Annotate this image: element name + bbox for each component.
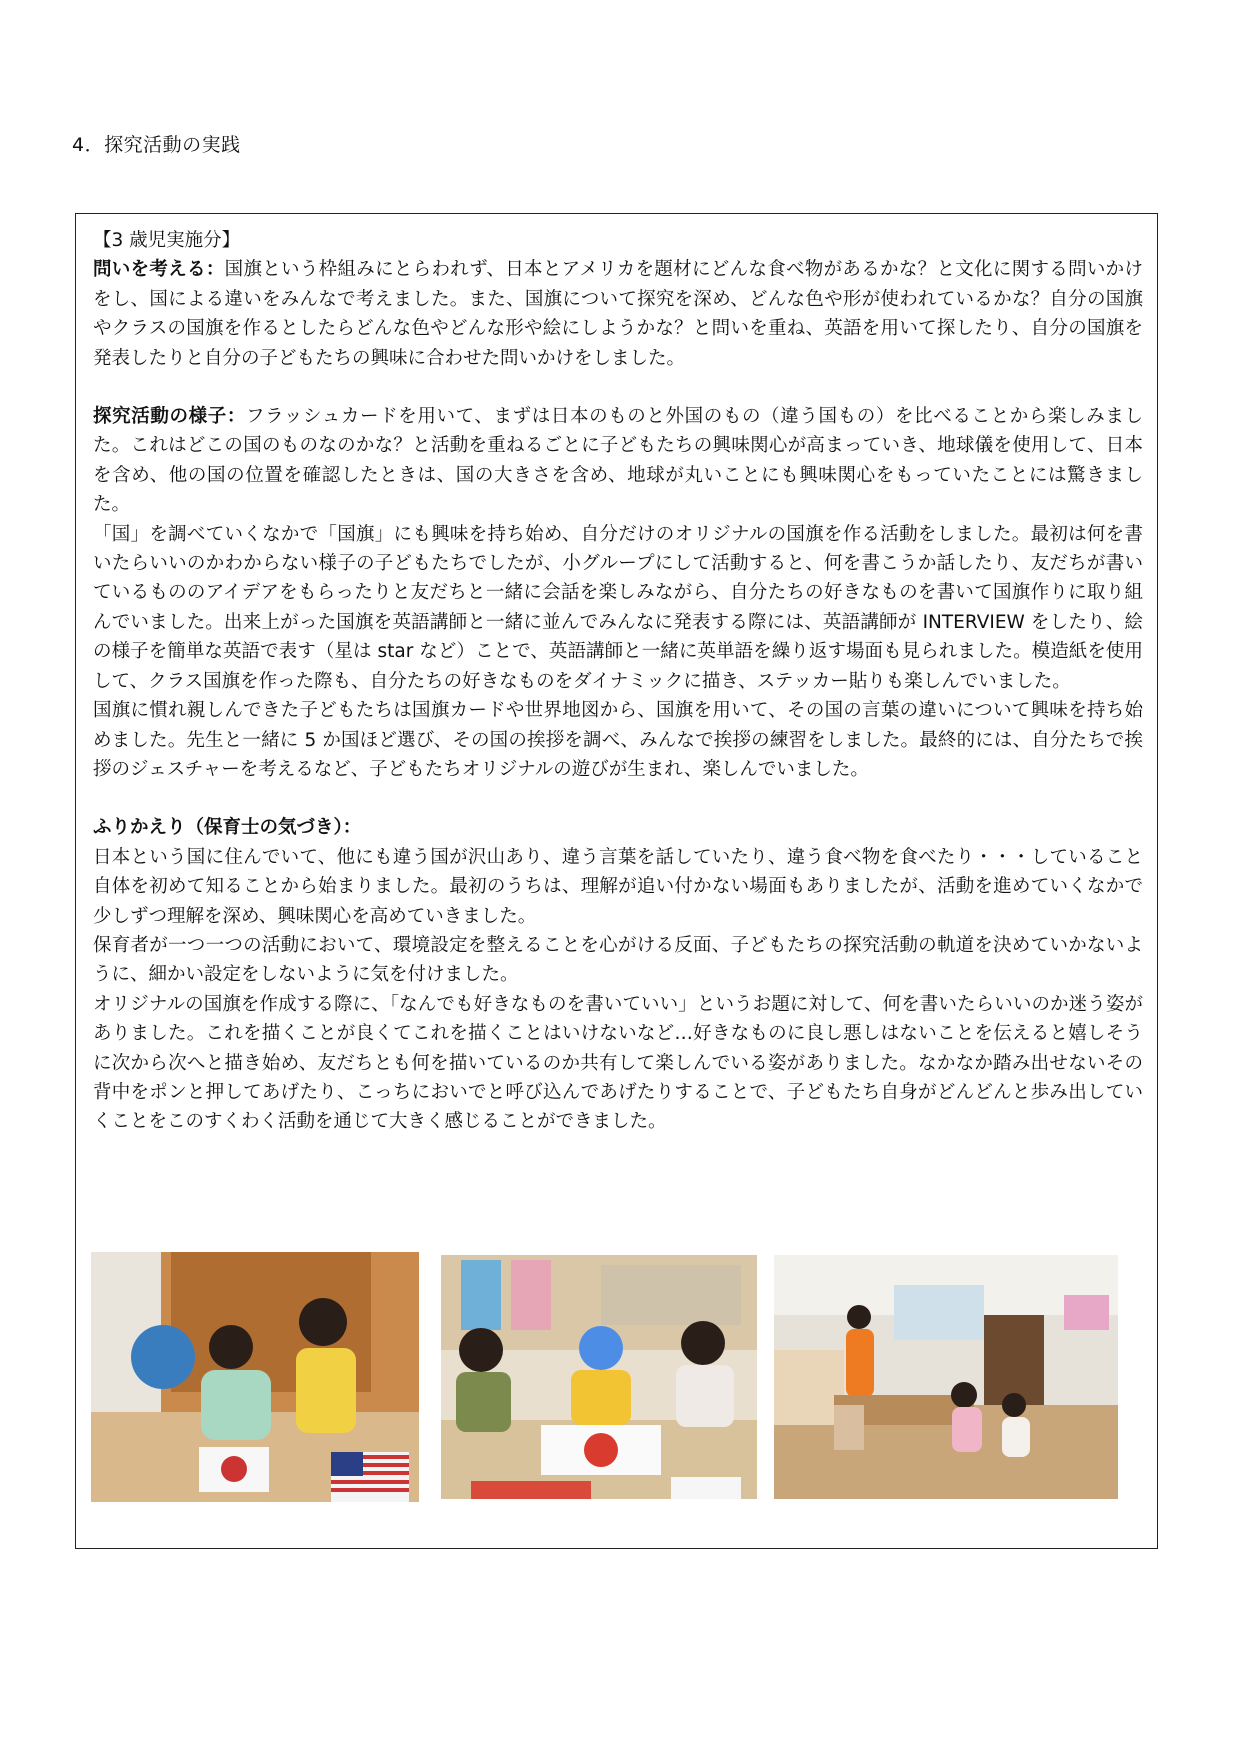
- activity-paragraph-3: 国旗に慣れ親しんできた子どもたちは国旗カードや世界地図から、国旗を用いて、その国の言葉の違いについて興味を持ち始めました。先生と一緒に 5 か国ほど選び、その国の挨拶を調べ、みんなで挨拶の練習をしました。最終的には、自分たちで挨拶のジェスチャーを考えるなど、子どもたちオリジナルの遊びが生まれ、楽しんでいました。: [93, 700, 1143, 780]
- text-area: [93, 226, 1143, 1137]
- box-subtitle: 【3 歳児実施分】: [93, 230, 241, 251]
- photo-children-japan-flag: [441, 1255, 757, 1499]
- activity-lead: 探究活動の様子：: [93, 406, 246, 428]
- activity-paragraph-1: [93, 402, 1143, 520]
- questions-body: 国旗という枠組みにとらわれず、日本とアメリカを題材にどんな食べ物があるかな？と文化に関する問いかけをし、国による違いをみんなで考えました。また、国旗について探究を深め、どんな色や形が使われているかな？自分の国旗やクラスの国旗を作るとしたらどんな色やどんな形や絵にしようかな？と問いを重ね、英語を用いて探したり、自分の国旗を発表したりと自分の子どもたちの興味に合わせた問いかけをしました。: [93, 259, 1143, 369]
- photo-teacher-classroom: [774, 1255, 1118, 1499]
- activity-paragraph-2: 「国」を調べていくなかで「国旗」にも興味を持ち始め、自分だけのオリジナルの国旗を作る活動をしました。最初は何を書いたらいいのかわからない様子の子どもたちでしたが、小グループにして活動すると、何を書こうか話したり、友だちが書いているもののアイデアをもらったりと友だちと一緒に会話を楽しみながら、自分たちの好きなものを書いて国旗作りに取り組んでいました。出来上がった国旗を英語講師と一緒に並んでみんなに発表する際には、英語講師が INTERVIEW をしたり、絵の様子を簡単な英語で表す（星は star など）ことで、英語講師と一緒に英単語を繰り返す場面も見られました。模造紙を使用して、クラス国旗を作った際も、自分たちの好きなものをダイナミックに描き、ステッカー貼りも楽しんでいました。: [93, 523, 1143, 692]
- reflection-paragraph-1: 日本という国に住んでいて、他にも違う国が沢山あり、違う言葉を話していたり、違う食べ物を食べたり・・・していること自体を初めて知ることから始まりました。最初のうちは、理解が追い付かない場面もありましたが、活動を進めていくなかで少しずつ理解を深め、興味関心を高めていきました。: [93, 846, 1143, 927]
- photo-children-globe: [91, 1252, 419, 1502]
- questions-lead: 問いを考える：: [93, 259, 225, 281]
- questions-paragraph: [93, 255, 1143, 373]
- reflection-paragraph-2: 保育者が一つ一つの活動において、環境設定を整えることを心がける反面、子どもたちの探究活動の軌道を決めていかないように、細かい設定をしないように気を付けました。: [93, 934, 1143, 986]
- reflection-paragraph-3: オリジナルの国旗を作成する際に、「なんでも好きなものを書いていい」というお題に対して、何を書いたらいいのか迷う姿がありました。これを描くことが良くてこれを描くことはいけないなど…好きなものに良し悪しはないことを伝えると嬉しそうに次から次へと描き始め、友だちとも何を描いているのか共有して楽しんでいる姿がありました。なかなか踏み出せないその背中をポンと押してあげたり、こっちにおいでと呼び込んであげたりすることで、子どもたち自身がどんどんと歩み出していくことをこのすくわく活動を通じて大きく感じることができました。: [93, 993, 1143, 1133]
- reflection-lead: ふりかえり（保育士の気づき）：: [93, 817, 362, 839]
- section-heading: 4．探究活動の実践: [72, 134, 241, 156]
- activity-body-1: フラッシュカードを用いて、まずは日本のものと外国のもの（違う国もの）を比べることから楽しみました。これはどこの国のものなのかな？と活動を重ねるごとに子どもたちの興味関心が高まっていき、地球儀を使用して、日本を含め、他の国の位置を確認したときは、国の大きさを含め、地球が丸いことにも興味関心をもっていたことには驚きました。: [93, 406, 1143, 516]
- content-box: [75, 213, 1158, 1549]
